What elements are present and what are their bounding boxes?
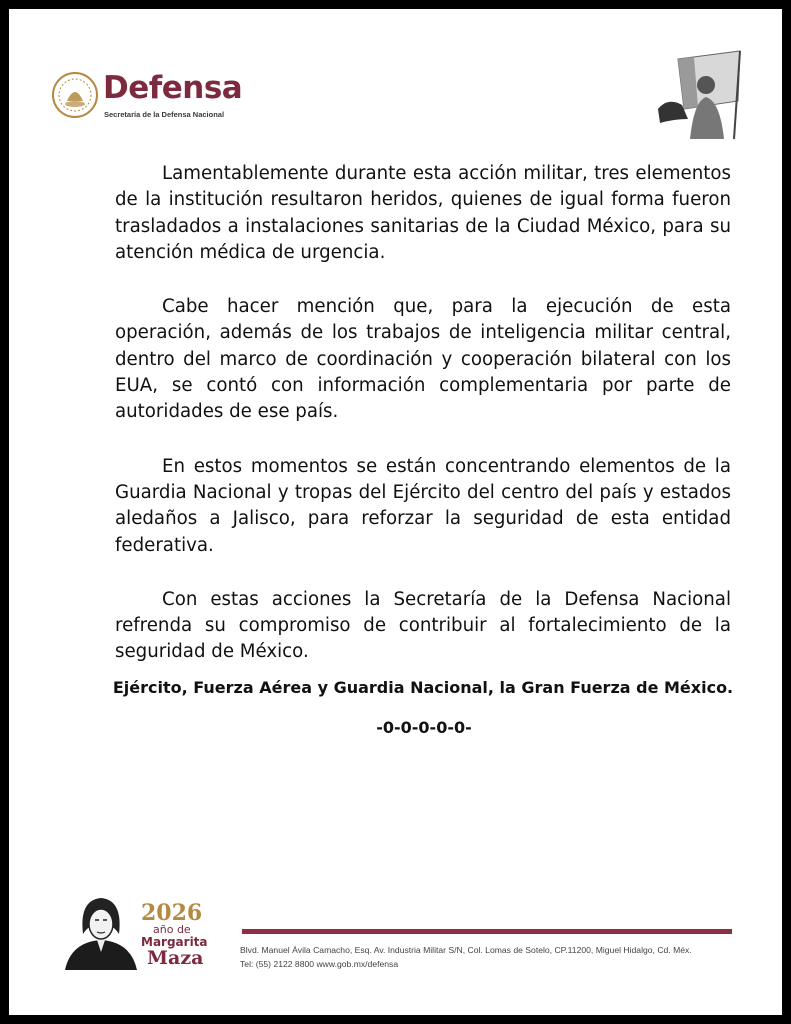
margarita-maza-portrait-icon bbox=[61, 894, 141, 970]
year-badge bbox=[139, 902, 211, 972]
statement-body bbox=[115, 161, 731, 694]
paragraph-4: Con estas acciones la Secretaría de la Defensa Nacional refrenda su compromiso de contribuir al fortalecimiento de la seguridad de México. bbox=[115, 588, 731, 663]
honoree-last-name: Maza bbox=[147, 947, 204, 969]
document-page bbox=[9, 9, 782, 1015]
woman-with-flag-icon bbox=[654, 49, 744, 141]
paragraph-3: En estos momentos se están concentrando elementos de la Guardia Nacional y tropas del Ejército del centro del país y estados aledaños a Jalisco, para reforzar la seguridad de esta entidad federativa. bbox=[115, 455, 731, 556]
coat-of-arms-icon bbox=[51, 71, 99, 119]
footer-contact: Tel: (55) 2122 8800 www.gob.mx/defensa bbox=[240, 959, 399, 969]
year-of-label: año de bbox=[153, 923, 191, 936]
footer-address: Blvd. Manuel Ávila Camacho, Esq. Av. Industria Militar S/N, Col. Lomas de Sotelo, CP.11200, Miguel Hidalgo, Cd. Méx. bbox=[240, 945, 692, 955]
footer-divider bbox=[242, 929, 732, 934]
brand-name: Defensa bbox=[103, 70, 243, 106]
honoree-first-name: Margarita bbox=[141, 935, 208, 949]
defensa-logo bbox=[51, 71, 251, 127]
brand-subtitle: Secretaría de la Defensa Nacional bbox=[104, 110, 225, 119]
end-mark: -0-0-0-0-0- bbox=[376, 718, 472, 737]
institutional-motto: Ejército, Fuerza Aérea y Guardia Nacional, la Gran Fuerza de México. bbox=[112, 678, 734, 697]
paragraph-1: Lamentablemente durante esta acción militar, tres elementos de la institución resultaron heridos, quienes de igual forma fueron trasladados a instalaciones sanitarias de la Ciudad México, para su atención médica de urgencia. bbox=[115, 163, 731, 263]
paragraph-2: Cabe hacer mención que, para la ejecución de esta operación, además de los trabajos de inteligencia militar central, dentro del marco de coordinación y cooperación bilateral con los EUA, se contó con información complementaria por parte de autoridades de ese país. bbox=[115, 296, 731, 423]
year-number: 2026 bbox=[141, 900, 203, 926]
